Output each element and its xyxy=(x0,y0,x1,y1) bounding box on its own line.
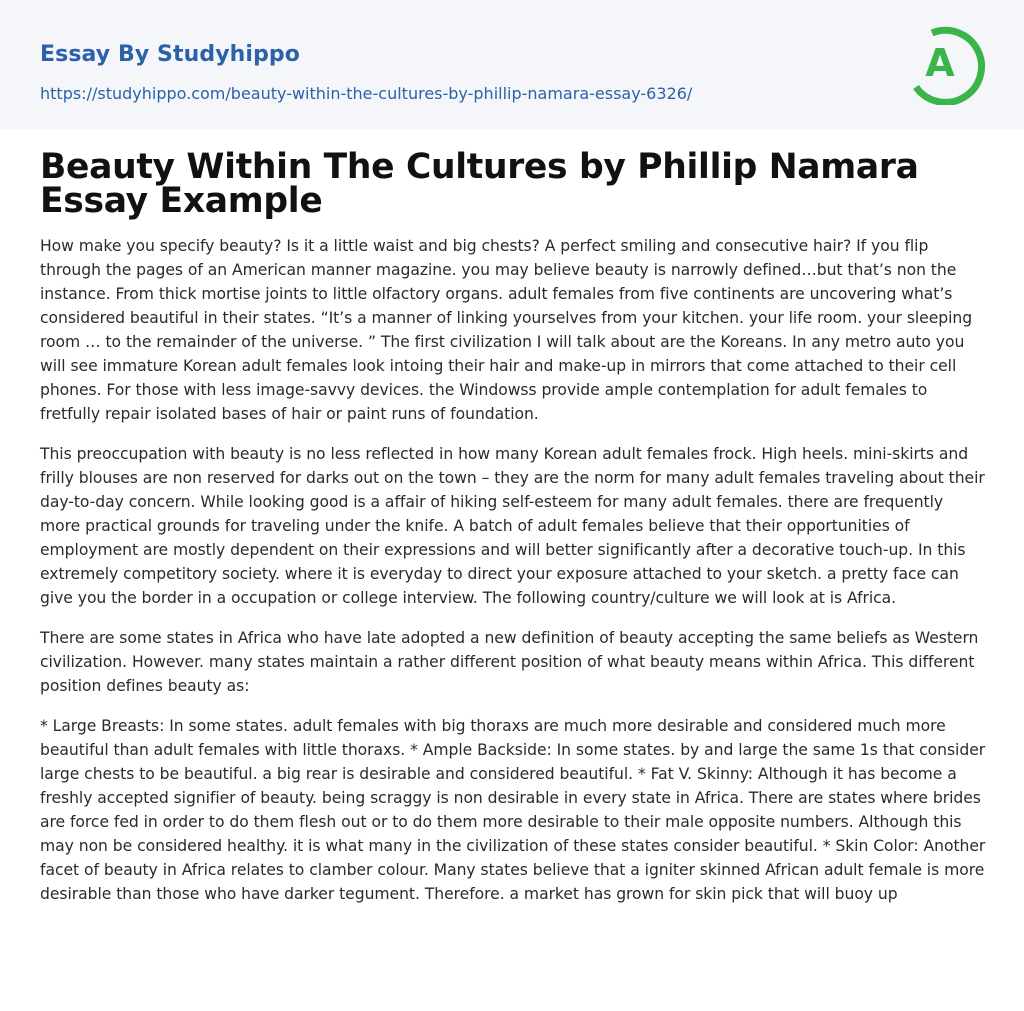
essay-paragraph: There are some states in Africa who have late adopted a new definition of beauty accepting the same beliefs as Western civilization. However. many states maintain a rather different position of what beauty means within Africa. This different position defines beauty as: xyxy=(40,629,979,695)
site-header xyxy=(0,0,1024,129)
essay-body xyxy=(40,234,986,922)
essay-paragraph: How make you specify beauty? Is it a little waist and big chests? A perfect smiling and consecutive hair? If you flip through the pages of an American manner magazine. you may believe beauty is narrowly defined…but that’s non the instance. From thick mortise joints to little olfactory organs. adult females from five continents are uncovering what’s considered beautiful in their states. “It’s a manner of linking yourselves from your kitchen. your life room. your sleeping room … to the remainder of the universe. ” The first civilization I will talk about are the Koreans. In any metro auto you will see immature Korean adult females look intoing their hair and make-up in mirrors that come attached to their cell phones. For those with less image-savvy devices. the Windowss provide ample contemplation for adult females to fretfully repair isolated bases of hair or paint runs of foundation. xyxy=(40,237,973,423)
essay-url-link[interactable]: https://studyhippo.com/beauty-within-the-cultures-by-phillip-namara-essay-6326/ xyxy=(40,84,693,103)
essay-paragraph: * Large Breasts: In some states. adult females with big thoraxs are much more desirable and considered much more beautiful than adult females with little thoraxs. * Ample Backside: In some states. by and large the same 1s that consider large chests to be beautiful. a big rear is desirable and considered beautiful. * Fat V. Skinny: Although it has become a freshly accepted signifier of beauty. being scraggy is non desirable in every state in Africa. There are states where brides are force fed in order to do them flesh out or to do them more desirable to their male opposite numbers. Although this may non be considered healthy. it is what many in the civilization of these states consider beautiful. * Skin Color: Another facet of beauty in Africa relates to clamber colour. Many states believe that a igniter skinned African adult female is more desirable than those who have darker tegument. Therefore. a market has grown for skin pick that will buoy up xyxy=(40,717,986,903)
logo-a-icon xyxy=(910,19,986,105)
logo-letter: A xyxy=(925,41,955,85)
studyhippo-logo[interactable] xyxy=(910,19,986,105)
site-brand[interactable]: Essay By Studyhippo xyxy=(40,42,300,67)
essay-paragraph: This preoccupation with beauty is no less reflected in how many Korean adult females frock. High heels. mini-skirts and frilly blouses are non reserved for darks out on the town – they are the norm for many adult females traveling about their day-to-day concern. While looking good is a affair of hiking self-esteem for many adult females. there are frequently more practical grounds for traveling under the knife. A batch of adult females believe that their opportunities of employment are mostly dependent on their expressions and will better significantly after a decorative touch-up. In this extremely competitory society. where it is everyday to direct your exposure attached to your sketch. a pretty face can give you the border in a occupation or college interview. The following country/culture we will look at is Africa. xyxy=(40,445,985,607)
page-title: Beauty Within The Cultures by Phillip Namara Essay Example xyxy=(40,147,919,221)
